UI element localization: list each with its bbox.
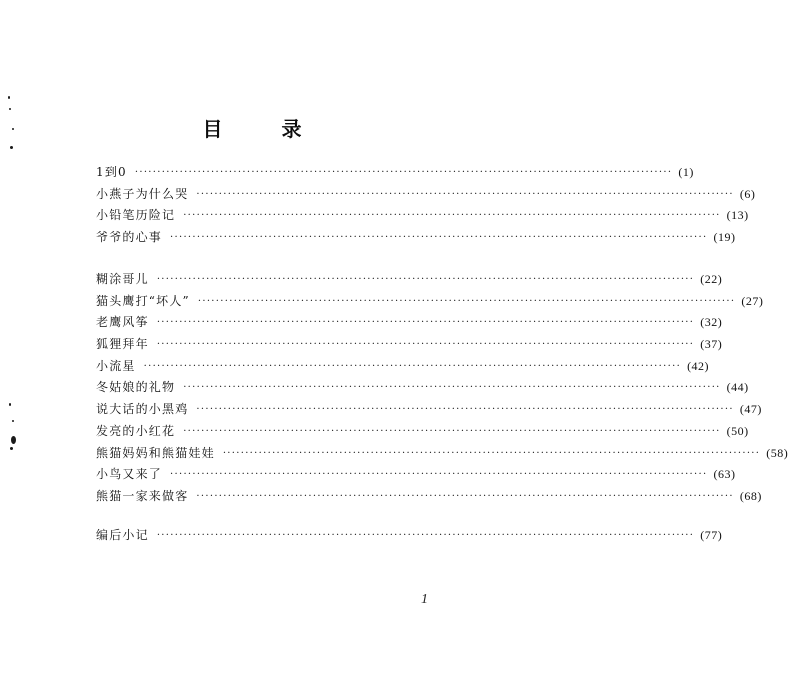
toc-entry[interactable]: [96, 227, 736, 249]
toc-entry[interactable]: [96, 399, 762, 421]
toc-entry-page: (63): [713, 467, 736, 482]
toc-entry[interactable]: [96, 443, 788, 465]
dot-leader: ························································································································: [170, 232, 708, 244]
dot-leader: ························································································································: [196, 404, 734, 416]
toc-entry-page: (1): [678, 165, 694, 179]
toc-entry-page: (50): [726, 423, 749, 438]
toc-entry[interactable]: [96, 421, 749, 443]
toc-entry-page: (27): [741, 293, 764, 308]
toc-group-2: [96, 269, 788, 508]
toc-entry-title: 小铅笔历险记: [96, 208, 176, 223]
page-title: 目 录: [202, 117, 328, 141]
dot-leader: ························································································································: [156, 530, 695, 541]
toc-entry-page: (19): [713, 230, 736, 245]
toc-entry-title: 糊涂哥儿: [96, 272, 149, 286]
toc-entry-title: 熊猫妈妈和熊猫娃娃: [96, 445, 215, 460]
dot-leader: ························································································································: [170, 469, 708, 481]
toc-entry-page: (44): [726, 380, 749, 395]
toc-entry-title: 狐狸拜年: [96, 337, 149, 352]
dot-leader: ························································································································: [134, 167, 673, 178]
toc-entry[interactable]: [96, 334, 723, 356]
toc-entry-title: 猫头鹰打“坏人”: [96, 293, 190, 308]
toc-entry[interactable]: [96, 291, 764, 313]
toc-entry-title: 小流星: [96, 358, 136, 373]
toc-entry[interactable]: [96, 356, 710, 378]
toc-entry-page: (22): [700, 272, 723, 286]
dot-leader: ························································································································: [196, 188, 734, 200]
dot-leader: ························································································································: [196, 490, 734, 502]
toc-entry-title: 发亮的小红花: [96, 423, 176, 438]
dot-leader: ························································································································: [183, 210, 721, 222]
toc-entry[interactable]: [96, 525, 723, 547]
toc-entry-title: 编后小记: [96, 528, 149, 542]
toc-entry[interactable]: [96, 486, 762, 508]
toc-entry-page: (42): [687, 358, 710, 373]
dot-leader: ························································································································: [183, 382, 721, 394]
toc-entry[interactable]: [96, 205, 749, 227]
toc-entry[interactable]: [96, 184, 756, 206]
toc-entry-page: (77): [700, 528, 723, 542]
toc-group-1: [96, 162, 756, 249]
scan-speck: [9, 108, 11, 110]
scan-margin-marks: [6, 0, 20, 700]
toc-entry[interactable]: [96, 377, 749, 399]
toc-entry-title: 老鹰风筝: [96, 315, 149, 330]
dot-leader: ························································································································: [156, 339, 695, 351]
toc-entry-title: 熊猫一家来做客: [96, 488, 189, 503]
toc-entry-page: (37): [700, 337, 723, 352]
dot-leader: ························································································································: [197, 295, 736, 307]
dot-leader: ························································································································: [222, 447, 761, 459]
dot-leader: ························································································································: [156, 317, 695, 329]
toc-group-3: [96, 525, 723, 547]
dot-leader: ························································································································: [183, 425, 721, 437]
toc-entry-title: 1到0: [96, 165, 127, 179]
toc-entry-page: (6): [739, 186, 756, 201]
page-number: 1: [421, 592, 428, 607]
scan-speck: [8, 96, 10, 99]
dot-leader: ························································································································: [156, 274, 695, 285]
toc-entry-title: 小燕子为什么哭: [96, 186, 189, 201]
toc-entry[interactable]: [96, 162, 694, 184]
toc-entry-title: 说大话的小黑鸡: [96, 402, 189, 417]
toc-entry-title: 爷爷的心事: [96, 230, 163, 245]
dot-leader: ························································································································: [143, 360, 682, 372]
scan-speck: [10, 447, 13, 450]
toc-entry-page: (68): [739, 488, 762, 503]
toc-entry-page: (13): [726, 208, 749, 223]
toc-entry-page: (58): [766, 445, 788, 460]
toc-entry-title: 冬姑娘的礼物: [96, 380, 176, 395]
toc-entry-page: (47): [739, 402, 762, 417]
scan-speck: [10, 146, 13, 149]
scan-speck: [11, 436, 16, 444]
toc-entry-page: (32): [700, 315, 723, 330]
toc-entry[interactable]: [96, 312, 723, 334]
scan-speck: [9, 403, 11, 406]
toc-entry[interactable]: [96, 269, 723, 291]
toc-entry-title: 小鸟又来了: [96, 467, 163, 482]
toc-entry[interactable]: [96, 464, 736, 486]
scan-speck: [12, 420, 14, 422]
